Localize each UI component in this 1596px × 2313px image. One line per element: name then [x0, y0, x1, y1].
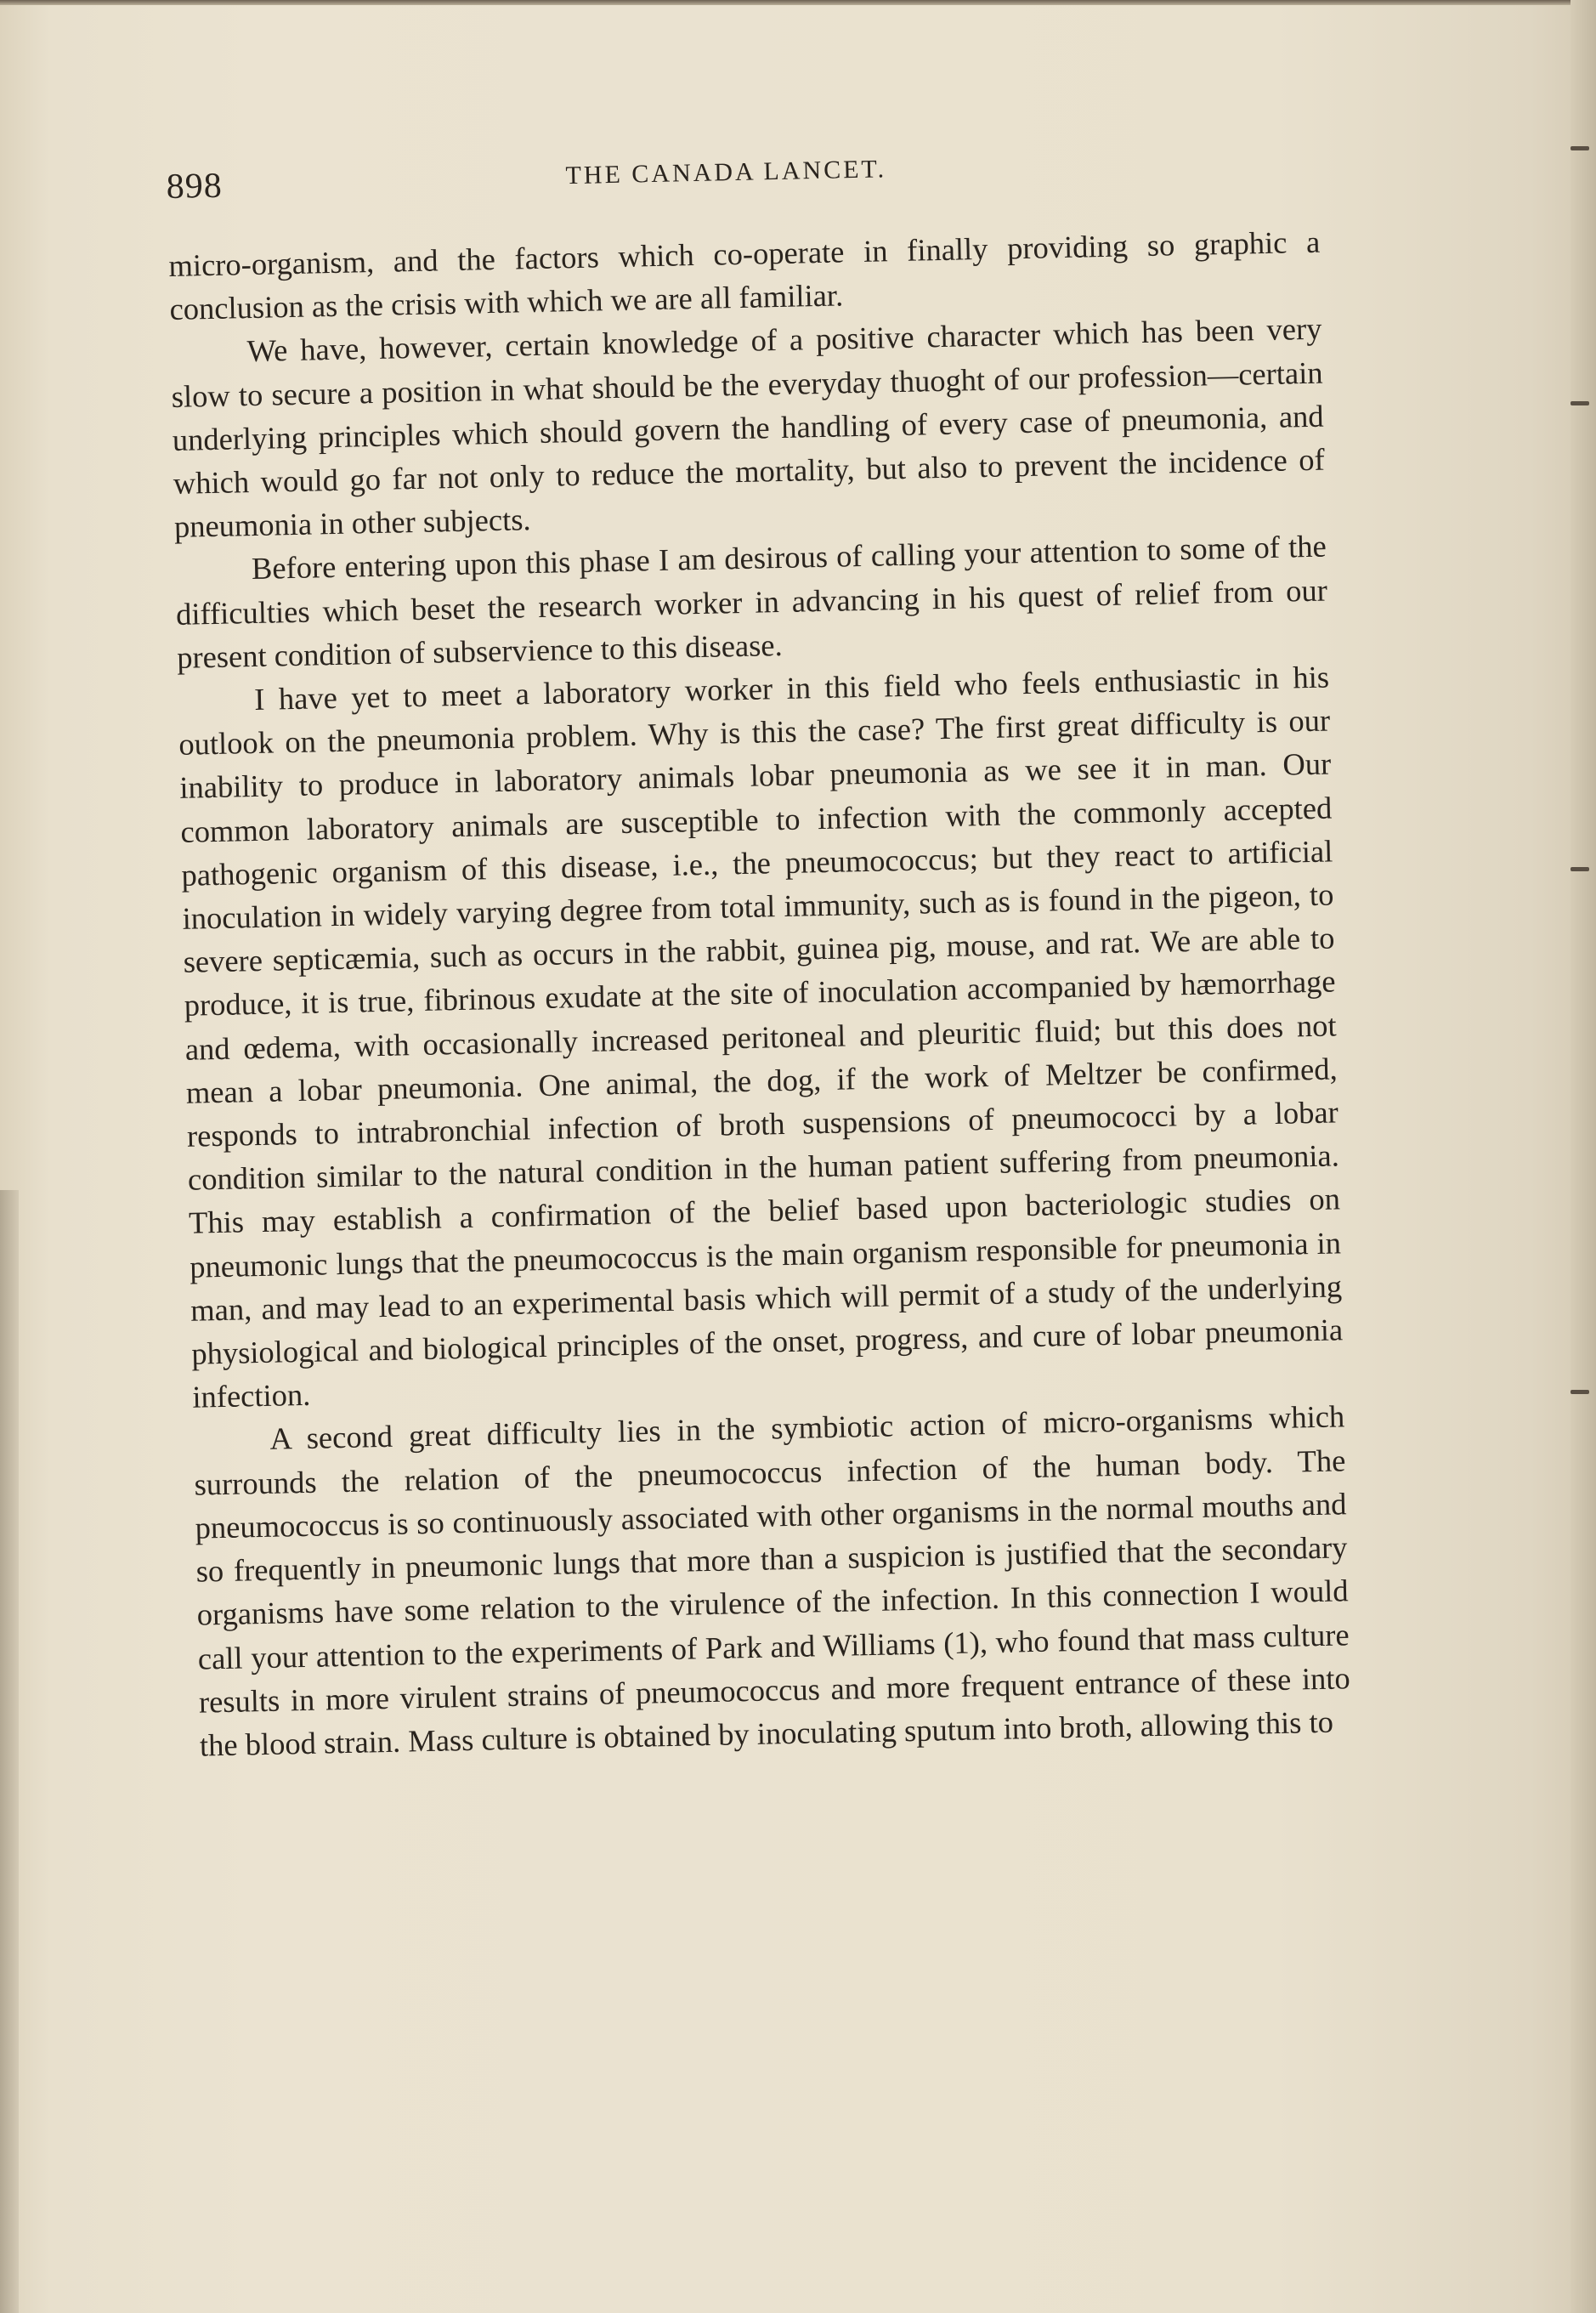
margin-mark	[1571, 867, 1589, 871]
margin-mark	[1571, 401, 1589, 405]
article-body	[168, 220, 1351, 1767]
paragraph: A second great difficulty lies in the symbiotic action of micro-organisms which surrounds the relation of the pneumococcus infection of the human body. The pneumococcus is so continuously associated with other organisms in the normal mouths and so frequently in pneumonic lungs that more than a suspicion is justified that the secondary organisms have some relation to the virulence of the infection. In this connection I would call your attention to the experiments of Park and Williams (1), who found that mass culture results in more virulent strains of pneumococcus and more frequent entrance of these into the blood strain. Mass culture is obtained by inoculating sputum into broth, allowing this to	[194, 1398, 1351, 1763]
margin-mark	[1571, 146, 1589, 150]
paragraph: I have yet to meet a laboratory worker in this field who feels enthusiastic in his outlook on the pneumonia problem. Why is this the case? The first great difficulty is our inability to produce in laboratory animals lobar pneumonia as we see it in man. Our common laboratory animals are susceptible to infection with the commonly accepted pathogenic organism of this disease, i.e., the pneumococcus; but they react to artificial inoculation in widely varying degree from total immunity, such as is found in the pigeon, to severe septicæmia, such as occurs in the rabbit, guinea pig, mouse, and rat. We are able to produce, it is true, fibrinous exudate at the site of inoculation accompanied by hæmorrhage and œdema, with occasionally increased peritoneal and pleuritic fluid; but this does not mean a lobar pneumonia. One animal, the dog, if the work of Meltzer be confirmed, responds to intrabronchial infection of broth suspensions of pneumococci by a lobar condition similar to the natural condition in the human patient suffering from pneumonia. This may establish a confirmation of the belief based upon bacteriologic studies on pneumonic lungs that the pneumococcus is the main organism responsible for pneumonia in man, and may lead to an experimental basis which will permit of a study of the underlying physiological and biological principles of the onset, progress, and cure of lobar pneumonia infection.	[178, 659, 1344, 1414]
page-top-edge	[0, 0, 1596, 5]
paragraph: Before entering upon this phase I am desirous of calling your attention to some of the difficulties which beset the research worker in advancing in his quest of relief from our present condition of subservience to this disease.	[175, 528, 1328, 675]
page-right-edge	[1571, 0, 1596, 2313]
paragraph: micro-organism, and the factors which co-operate in finally providing so graphic a conclusion as the crisis with which we are all familiar.	[168, 224, 1321, 327]
paragraph: We have, however, certain knowledge of a positive character which has been very slow to secure a position in what should be the everyday thuoght of our profession—certain underlying principles which should govern the handling of every case of pneumonia, and which would go far not only to reduce the mortality, but also to prevent the incidence of pneumonia in other subjects.	[171, 311, 1326, 545]
margin-mark	[1571, 1390, 1589, 1394]
binding-shadow	[0, 1190, 19, 2313]
running-head: THE CANADA LANCET.	[565, 155, 887, 190]
page-header	[166, 133, 1373, 218]
page-number: 898	[166, 166, 224, 207]
